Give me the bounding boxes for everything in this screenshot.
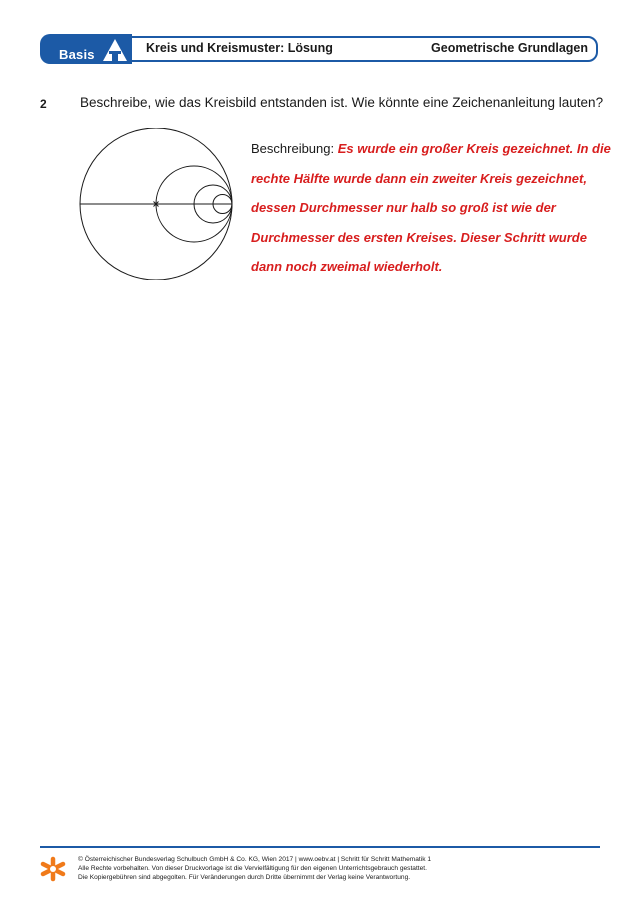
description-block (251, 134, 611, 282)
subject-title: Geometrische Grundlagen (431, 41, 588, 55)
footer-line: © Österreichischer Bundesverlag Schulbuch GmbH & Co. KG, Wien 2017 | www.oebv.at | Schritt für Schritt Mathematik 1 (78, 856, 432, 863)
publisher-logo-icon (40, 856, 66, 882)
description-answer: Es wurde ein großer Kreis gezeichnet. In die rechte Hälfte wurde dann ein zweiter Kreis gezeichnet, dessen Durchmesser nur halb so groß ist wie der Durchmesser des ersten Kreises. Dieser Schritt wurde dann noch zweimal wiederholt. (251, 141, 611, 274)
footer-copyright (78, 855, 431, 883)
circle-pattern-figure (76, 128, 238, 280)
description-label: Beschreibung: (251, 141, 335, 156)
task-number: 2 (40, 97, 47, 111)
level-badge-label: Basis (59, 47, 95, 62)
task-prompt: Beschreibe, wie das Kreisbild entstanden ist. Wie könnte eine Zeichenanleitung lauten? (80, 95, 604, 110)
footer-line: Die Kopiergebühren sind abgegolten. Für Veränderungen durch Dritte übernimmt der Verlag keine Verantwortung. (78, 874, 411, 882)
footer-line: Alle Rechte vorbehalten. Von dieser Druckvorlage ist die Vervielfältigung für den eigenen Unterrichtsgebrauch gestattet. (78, 865, 427, 873)
pyramid-icon (101, 37, 129, 63)
worksheet-title: Kreis und Kreismuster: Lösung (146, 41, 333, 55)
footer-divider (40, 846, 600, 848)
